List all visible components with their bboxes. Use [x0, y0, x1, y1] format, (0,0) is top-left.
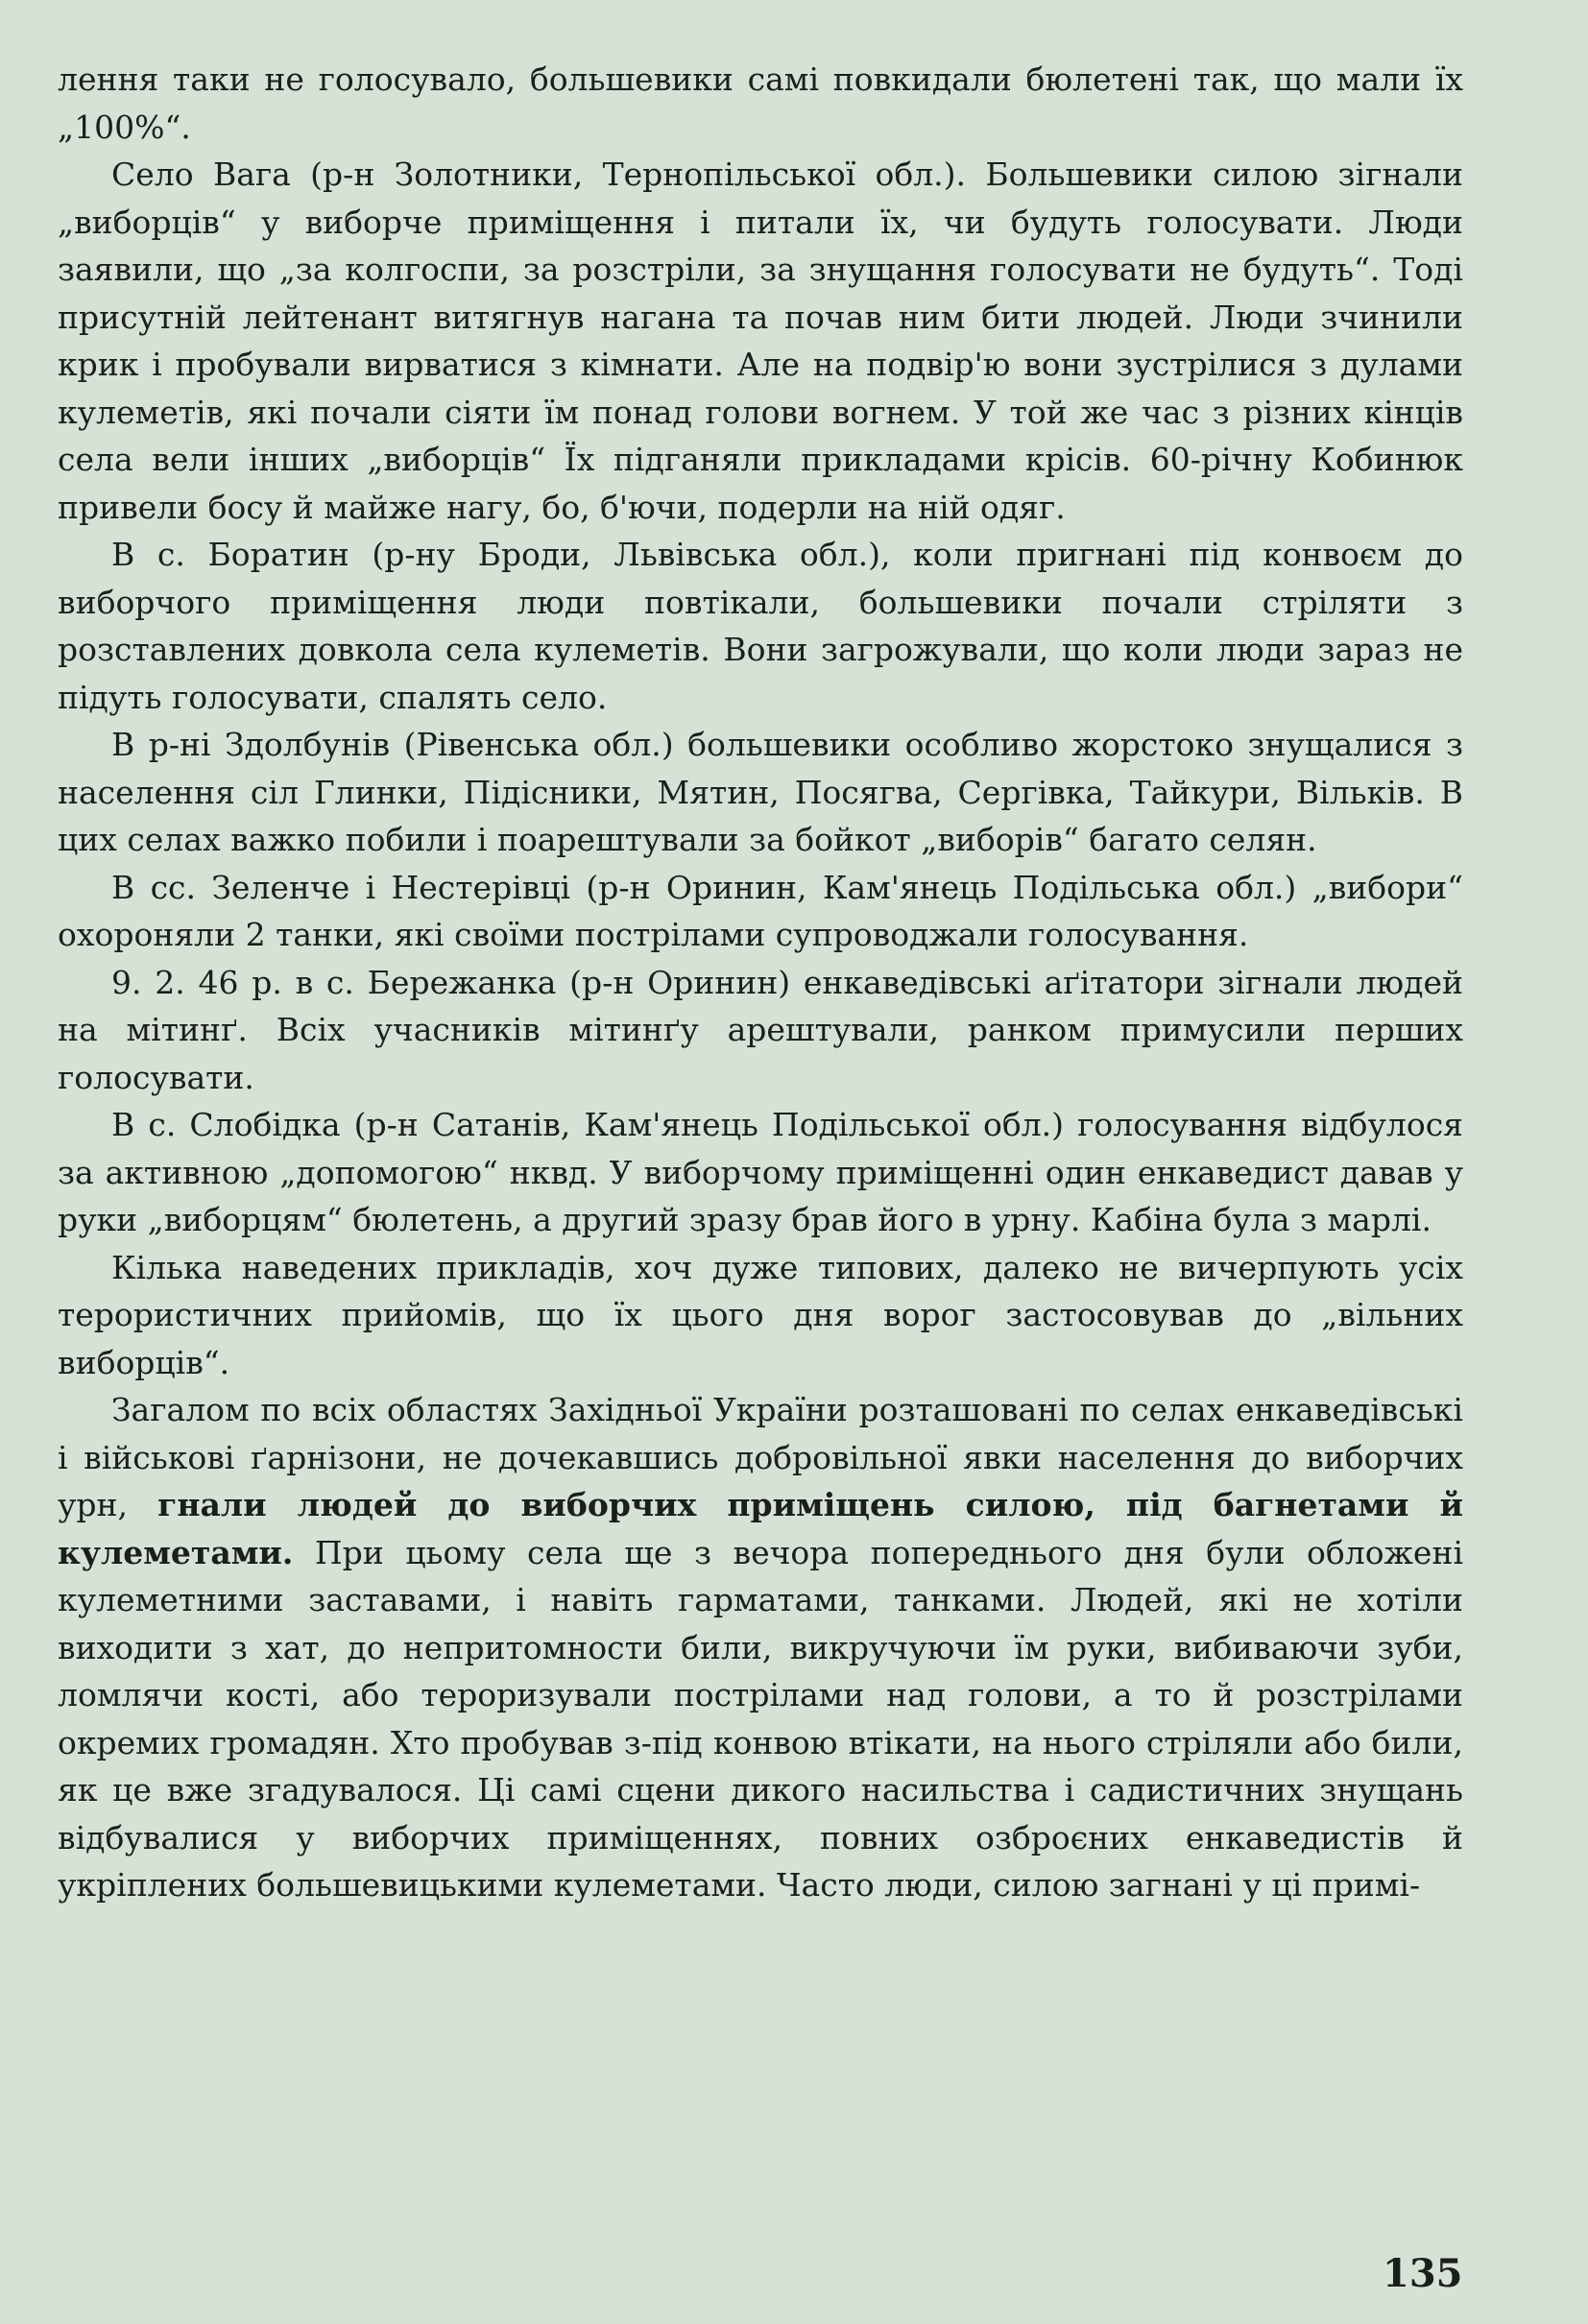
- paragraph-7: В с. Слобідка (р-н Сатанів, Кам'янець Подільської обл.) голосування відбулося за активною „допомогою“ нквд. У виборчому приміщенні один енкаведист давав у руки „виборцям“ бюлетень, а другий зразу брав його в урну. Кабіна була з марлі.: [58, 1106, 1463, 1238]
- paragraph-9-bold: гнали людей до виборчих приміщень силою, під багнетами й кулеметами.: [58, 1486, 1463, 1571]
- paragraph-9-end: При цьому села ще з вечора попереднього дня були обложені кулеметними заставами, і навіть гарматами, танками. Людей, які не хотіли виходити з хат, до непритомности били, викручуючи їм руки, вибиваючи зуби, ломлячи кості, або тероризували пострілами над голови, а то й розстрілами окремих громадян. Хто пробував з-під конвою втікати, на нього стріляли або били, як це вже згадувалося. Ці самі сцени дикого насильства і садистичних знущань відбувалися у виборчих приміщеннях, повних озброєних енкаведистів й укріплених большевицькими кулеметами. Часто люди, силою загнані у ці примі-: [58, 1533, 1463, 1904]
- paragraph-9-start: Загалом по всіх областях Західньої України розташовані по селах енкаведівські і військові ґарнізони, не дочекавшись добровільної явки населення до виборчих урн,: [58, 1391, 1463, 1523]
- paragraph-2: Село Вага (р-н Золотники, Тернопільської обл.). Большевики силою зігнали „виборців“ у виборче приміщення і питали їх, чи будуть голосувати. Люди заявили, що „за колгоспи, за розстріли, за знущання голосувати не будуть“. Тоді присутній лейтенант витягнув нагана та почав ним бити людей. Люди зчинили крик і пробували вирватися з кімнати. Але на подвір'ю вони зустрілися з дулами кулеметів, які почали сіяти їм понад голови вогнем. У той же час з різних кінців села вели інших „виборців“ Їх підганяли прикладами крісів. 60-річну Кобинюк привели босу й майже нагу, бо, б'ючи, подерли на ній одяг.: [58, 156, 1463, 526]
- paragraph-3: В с. Боратин (р-ну Броди, Львівська обл.), коли пригнані під конвоєм до виборчого приміщення люди повтікали, большевики почали стріляти з розставлених довкола села кулеметів. Вони загрожували, що коли люди зараз не підуть голосувати, спалять село.: [58, 536, 1463, 716]
- paragraph-1: лення таки не голосувало, большевики самі повкидали бюлетені так, що мали їх „100%“.: [58, 60, 1463, 146]
- paragraph-6: 9. 2. 46 р. в с. Бережанка (р-н Оринин) енкаведівські аґітатори зігнали людей на мітинґ. Всіх учасників мітинґу арештували, ранком примусили перших голосувати.: [58, 963, 1463, 1096]
- paragraph-8: Кілька наведених прикладів, хоч дуже типових, далеко не вичерпують усіх терористичних прийомів, що їх цього дня ворог застосовував до „вільних виборців“.: [58, 1248, 1463, 1381]
- page-number: 135: [1383, 2251, 1463, 2296]
- paragraph-5: В сс. Зеленче і Нестерівці (р-н Оринин, Кам'янець Подільська обл.) „вибори“ охороняли 2 танки, які своїми пострілами супроводжали голосування.: [58, 868, 1463, 953]
- paragraph-9: [58, 1386, 1463, 1909]
- paragraph-4: В р-ні Здолбунів (Рівенська обл.) большевики особливо жорстоко знущалися з населення сіл Глинки, Підісники, Мятин, Посягва, Сергівка, Тайкури, Вільків. В цих селах важко побили і поарештували за бойкот „виборів“ багато селян.: [58, 726, 1463, 858]
